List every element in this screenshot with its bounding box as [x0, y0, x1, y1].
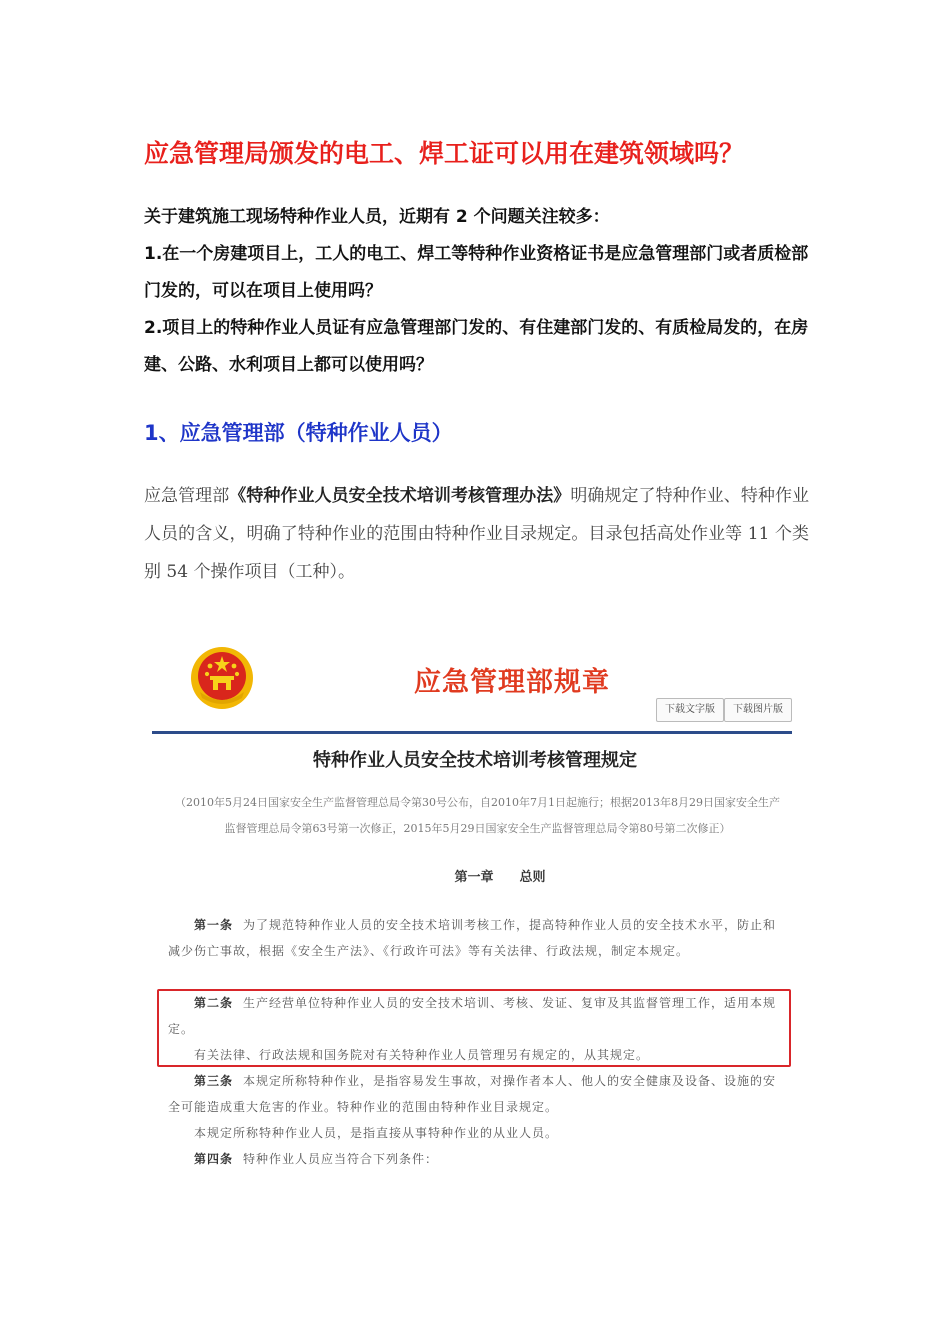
- body-rest: 明确规定了特种作业、特种作业人员的含义，明确了特种作业的范围由特种作业目录规定。目录包括高处作业等 11 个类别 54 个操作项目（工种）。: [144, 486, 810, 582]
- chapter-heading: 第一章 总则: [454, 870, 546, 885]
- rules-header-title: 应急管理部规章: [414, 667, 610, 698]
- highlight-box: [157, 989, 791, 1067]
- intro-block: [144, 199, 824, 384]
- national-emblem-icon: [190, 646, 254, 710]
- regulation-name: 《特种作业人员安全技术培训考核管理办法》: [229, 486, 571, 506]
- header-divider: [152, 731, 792, 734]
- download-text-button[interactable]: 下载文字版: [656, 698, 724, 722]
- article-text: 特种作业人员应当符合下列条件：: [243, 1152, 439, 1166]
- article-extra: 有关法律、行政法规和国务院对有关特种作业人员管理另有规定的，从其规定。: [194, 1048, 650, 1062]
- article-1: [168, 912, 783, 964]
- regulation-meta: （2010年5月24日国家安全生产监督管理总局令第30号公布，自2010年7月1日起施行；根据2013年8月29日国家安全生产监督管理总局令第63号第一次修正，2015年5月29日国家安全生产监督管理总局令第80号第二次修正）: [175, 796, 780, 835]
- download-image-button[interactable]: 下载图片版: [724, 698, 792, 722]
- intro-line: 关于建筑施工现场特种作业人员，近期有 2 个问题关注较多：: [144, 207, 610, 227]
- article-label: 第四条: [194, 1152, 234, 1166]
- article-text: 本规定所称特种作业，是指容易发生事故，对操作者本人、他人的安全健康及设备、设施的安全可能造成重大危害的作业。特种作业的范围由特种作业目录规定。: [168, 1074, 777, 1114]
- article-text: 为了规范特种作业人员的安全技术培训考核工作，提高特种作业人员的安全技术水平，防止和减少伤亡事故，根据《安全生产法》、《行政许可法》等有关法律、行政法规，制定本规定。: [168, 918, 777, 958]
- article-extra: 本规定所称特种作业人员，是指直接从事特种作业的从业人员。: [194, 1126, 559, 1140]
- article-label: 第三条: [194, 1074, 234, 1088]
- section-1-body: [144, 477, 809, 591]
- body-prefix: 应急管理部: [144, 486, 230, 506]
- article-4: [168, 1146, 783, 1172]
- article-title: 应急管理局颁发的电工、焊工证可以用在建筑领域吗？: [144, 139, 745, 168]
- article-text: 生产经营单位特种作业人员的安全技术培训、考核、发证、复审及其监督管理工作，适用本规定。: [168, 996, 777, 1036]
- question-1: 1.在一个房建项目上，工人的电工、焊工等特种作业资格证书是应急管理部门或者质检部门发的，可以在项目上使用吗？: [144, 244, 809, 301]
- question-2: 2.项目上的特种作业人员证有应急管理部门发的、有住建部门发的、有质检局发的，在房建、公路、水利项目上都可以使用吗？: [144, 318, 809, 375]
- section-1-heading: 1、应急管理部（特种作业人员）: [144, 421, 453, 445]
- regulation-title: 特种作业人员安全技术培训考核管理规定: [313, 750, 637, 771]
- article-label: 第二条: [194, 996, 234, 1010]
- article-label: 第一条: [194, 918, 234, 932]
- article-3: [168, 1068, 783, 1146]
